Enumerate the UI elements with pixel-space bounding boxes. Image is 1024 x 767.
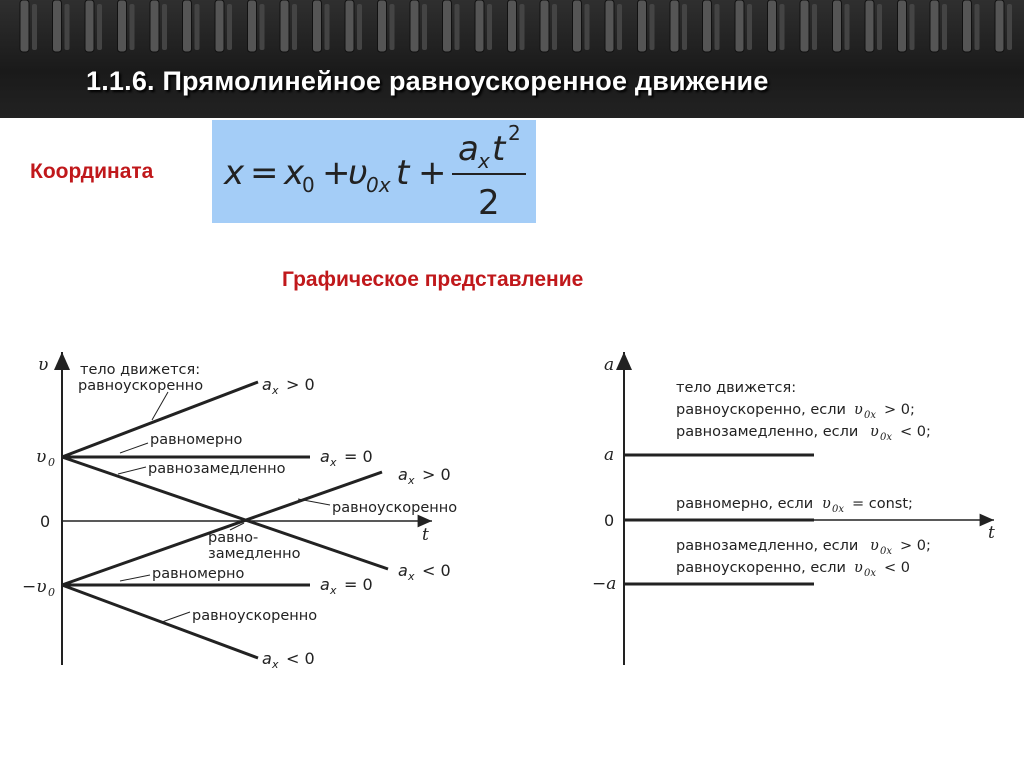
svg-text:a: a [398, 561, 408, 580]
graph-title: Графическое представление [282, 268, 584, 291]
binding-ring-shadow [292, 4, 297, 50]
binding-ring-shadow [682, 4, 687, 50]
formula-v: υ [348, 153, 368, 193]
binding-ring [85, 0, 94, 52]
label-mid-accel: равноускоренно [332, 500, 458, 516]
binding-ring [638, 0, 647, 52]
slide-title: 1.1.6. Прямолинейное равноускоренное движение [86, 66, 769, 96]
label-mid-decel-2: замедленно [208, 546, 301, 562]
svg-text:υ: υ [854, 560, 863, 576]
binding-ring [605, 0, 614, 52]
tick-zero-right: 0 [604, 511, 615, 530]
label-mid-decel-1: равно- [208, 530, 259, 546]
binding-ring-shadow [715, 4, 720, 50]
svg-text:a: a [320, 447, 330, 466]
binding-ring-shadow [780, 4, 785, 50]
velocity-graph [0, 340, 500, 670]
binding-ring [930, 0, 939, 52]
svg-text:a: a [320, 575, 330, 594]
ax-label-6 [262, 649, 315, 670]
right-text-accel-2 [676, 560, 910, 579]
binding-ring-shadow [585, 4, 590, 50]
binding-ring [150, 0, 159, 52]
ax-label-2 [320, 447, 373, 469]
leader-top-uniform [120, 443, 148, 453]
svg-text:υ: υ [870, 424, 879, 440]
binding-ring [995, 0, 1004, 52]
svg-text:a: a [262, 375, 272, 394]
svg-text:равномерно, если: равномерно, если [676, 496, 814, 512]
formula-v-sub: 0x [366, 173, 391, 197]
svg-text:0x: 0x [864, 568, 877, 579]
label-top-decel: равнозамедленно [148, 461, 286, 477]
binding-ring-shadow [617, 4, 622, 50]
svg-text:> 0;: > 0; [884, 402, 915, 418]
binding-ring-shadow [357, 4, 362, 50]
binding-ring-shadow [1007, 4, 1012, 50]
binding-ring [183, 0, 192, 52]
right-text-uniform [676, 496, 913, 515]
svg-text:υ: υ [854, 402, 863, 418]
tick-zero: 0 [40, 512, 51, 531]
formula-num-exp: 2 [508, 121, 521, 145]
right-text-moves: тело движется: [676, 380, 797, 396]
tick-minus-a: −a [592, 574, 617, 594]
binding-ring-shadow [260, 4, 265, 50]
svg-text:= 0: = 0 [344, 447, 373, 466]
svg-text:> 0: > 0 [286, 375, 315, 394]
formula-num-t: t [492, 129, 506, 169]
formula-plus2: + [418, 153, 447, 193]
svg-text:< 0;: < 0; [900, 424, 931, 440]
tick-v0-sub: 0 [48, 456, 55, 469]
binding-ring-shadow [32, 4, 37, 50]
svg-text:x: x [272, 384, 279, 397]
binding-ring [865, 0, 874, 52]
binding-ring [248, 0, 257, 52]
tick-v0: υ [36, 447, 47, 467]
svg-text:0x: 0x [880, 432, 893, 443]
svg-text:υ: υ [870, 538, 879, 554]
formula-x0-sub: 0 [302, 173, 315, 197]
t-axis-label-right: t [988, 523, 995, 543]
leader-bot-accel [162, 612, 190, 622]
t-axis-label: t [422, 525, 429, 545]
binding-ring-shadow [325, 4, 330, 50]
formula-num-a-sub: x [478, 149, 490, 173]
svg-text:> 0: > 0 [422, 465, 451, 484]
label-top-uniform: равномерно [150, 432, 243, 448]
svg-text:0x: 0x [864, 410, 877, 421]
svg-text:x: x [330, 456, 337, 469]
binding-ring [508, 0, 517, 52]
svg-text:υ: υ [822, 496, 831, 512]
binding-ring [475, 0, 484, 52]
binding-ring [280, 0, 289, 52]
binding-ring-shadow [552, 4, 557, 50]
leader-bot-uniform [120, 575, 150, 581]
right-text-accel [676, 402, 915, 421]
binding-ring-shadow [162, 4, 167, 50]
binding-ring [443, 0, 452, 52]
label-bot-uniform: равномерно [152, 566, 245, 582]
svg-text:равнозамедленно, если: равнозамедленно, если [676, 538, 859, 554]
binding-ring-shadow [455, 4, 460, 50]
svg-text:0x: 0x [880, 546, 893, 557]
tick-minus-v0: −υ [22, 577, 47, 597]
svg-text:x: x [330, 584, 337, 597]
binding-ring [118, 0, 127, 52]
binding-ring [378, 0, 387, 52]
svg-text:x: x [408, 570, 415, 583]
binding-ring-shadow [390, 4, 395, 50]
binding-ring-shadow [910, 4, 915, 50]
svg-text:= 0: = 0 [344, 575, 373, 594]
tick-minus-v0-sub: 0 [48, 586, 55, 599]
svg-text:равноускоренно, если: равноускоренно, если [676, 402, 846, 418]
formula-plus1: + [322, 153, 351, 193]
formula-box [212, 120, 536, 223]
slide-header [0, 0, 1024, 118]
leader-top-decel [118, 467, 146, 474]
formula-num-a: a [458, 129, 479, 169]
binding-ring [735, 0, 744, 52]
label-bot-accel: равноускоренно [192, 608, 318, 624]
svg-text:a: a [398, 465, 408, 484]
svg-text:равнозамедленно, если: равнозамедленно, если [676, 424, 859, 440]
binding-ring-shadow [97, 4, 102, 50]
binding-ring-shadow [520, 4, 525, 50]
ax-label-4 [398, 561, 451, 583]
binding-ring-shadow [747, 4, 752, 50]
binding-ring-shadow [195, 4, 200, 50]
spiral-binding [0, 0, 1024, 60]
binding-ring [540, 0, 549, 52]
svg-text:x: x [272, 658, 279, 670]
binding-ring-shadow [845, 4, 850, 50]
svg-text:x: x [408, 474, 415, 487]
svg-text:> 0;: > 0; [900, 538, 931, 554]
binding-ring [703, 0, 712, 52]
binding-ring [833, 0, 842, 52]
binding-ring [800, 0, 809, 52]
ax-label-1 [262, 375, 315, 397]
coordinate-formula [212, 120, 536, 223]
right-text-decel [676, 424, 931, 443]
binding-ring [313, 0, 322, 52]
svg-text:равноускоренно, если: равноускоренно, если [676, 560, 846, 576]
binding-ring [573, 0, 582, 52]
svg-text:< 0: < 0 [884, 560, 910, 576]
svg-text:< 0: < 0 [286, 649, 315, 668]
formula-den: 2 [478, 183, 500, 223]
label-moves: тело движется: [80, 362, 201, 378]
leader-mid-accel [298, 499, 330, 505]
v-axis-label: υ [38, 355, 49, 375]
formula-t: t [396, 153, 410, 193]
ax-label-3 [398, 465, 451, 487]
binding-ring-shadow [877, 4, 882, 50]
svg-text:= const;: = const; [852, 496, 913, 512]
binding-ring [410, 0, 419, 52]
binding-ring [345, 0, 354, 52]
binding-ring [768, 0, 777, 52]
binding-ring [215, 0, 224, 52]
binding-ring-shadow [942, 4, 947, 50]
formula-lhs: x [224, 153, 245, 193]
coordinate-label: Координата [30, 160, 154, 183]
binding-ring [53, 0, 62, 52]
binding-ring-shadow [487, 4, 492, 50]
formula-eq: = [250, 153, 279, 193]
acceleration-graph [570, 340, 1010, 670]
binding-ring [20, 0, 29, 52]
binding-ring-shadow [422, 4, 427, 50]
a-axis-label: a [604, 355, 615, 375]
binding-ring-shadow [650, 4, 655, 50]
label-top-accel: равноускоренно [78, 378, 204, 394]
binding-ring-shadow [65, 4, 70, 50]
binding-ring [670, 0, 679, 52]
formula-x0: x [284, 153, 305, 193]
binding-ring-shadow [975, 4, 980, 50]
ax-label-5 [320, 575, 373, 597]
binding-ring-shadow [130, 4, 135, 50]
tick-a: a [604, 445, 615, 465]
binding-ring-shadow [227, 4, 232, 50]
right-text-decel-2 [676, 538, 931, 557]
svg-text:0x: 0x [832, 504, 845, 515]
binding-ring-shadow [812, 4, 817, 50]
binding-ring [963, 0, 972, 52]
svg-text:< 0: < 0 [422, 561, 451, 580]
svg-text:a: a [262, 649, 272, 668]
binding-ring [898, 0, 907, 52]
